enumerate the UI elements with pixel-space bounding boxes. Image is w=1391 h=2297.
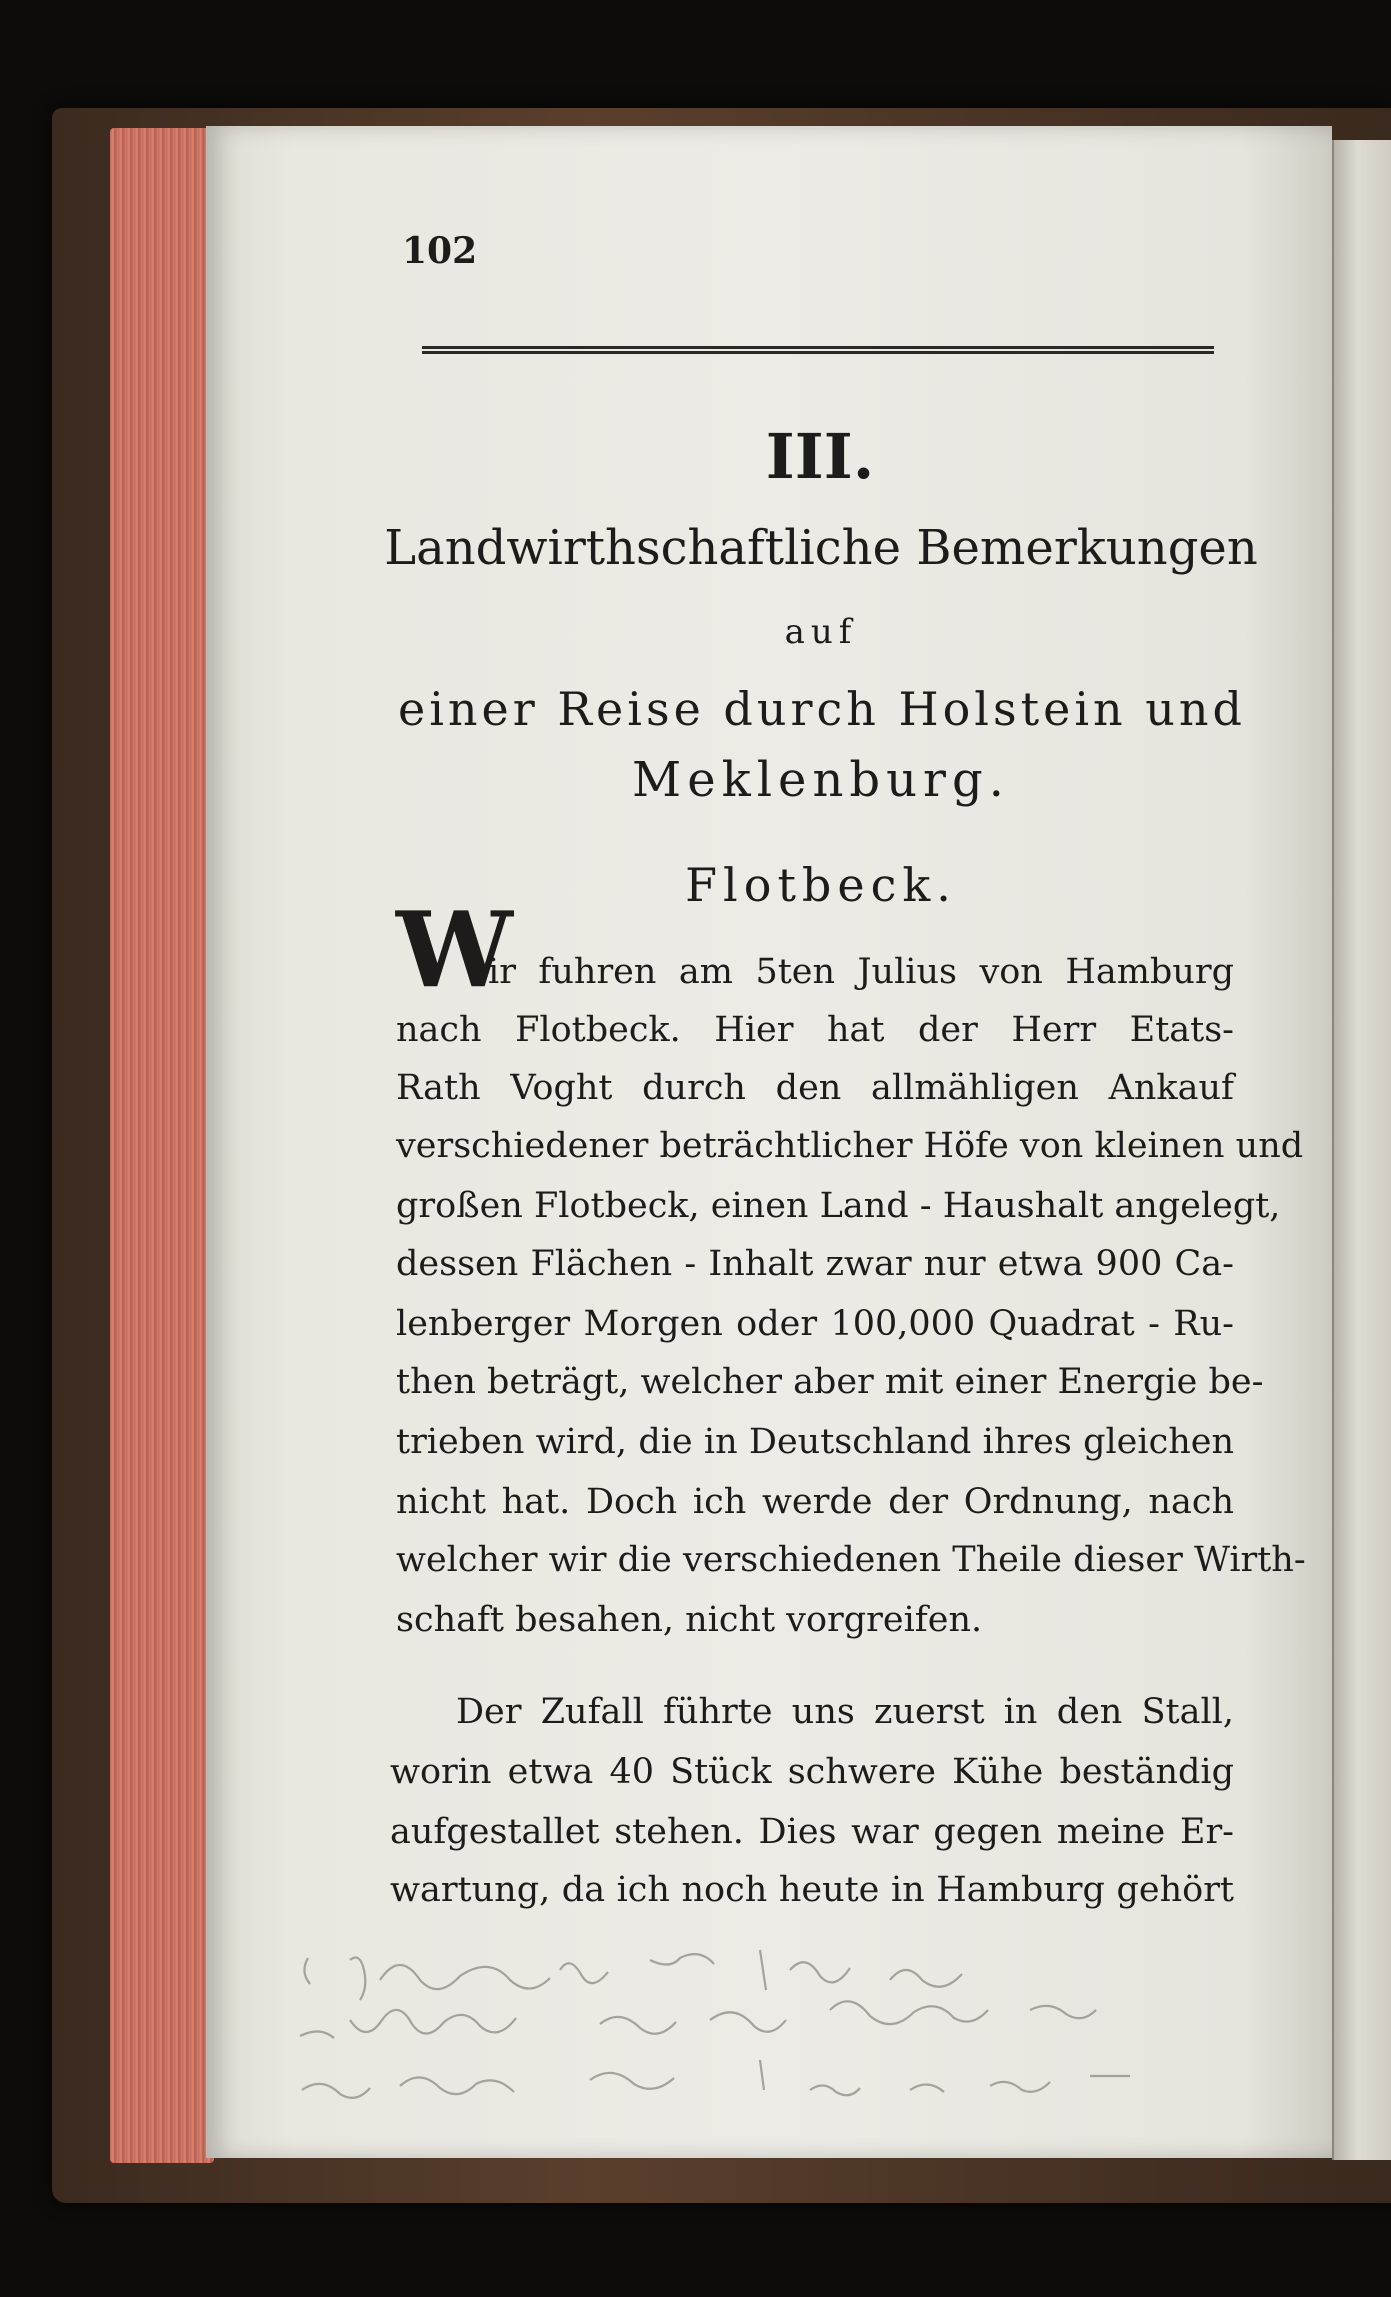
text-line: ir fuhren am 5ten Julius von Hamburg <box>488 952 1234 992</box>
text-line: Rath Voght durch den allmähligen Ankauf <box>396 1068 1234 1108</box>
text-line: verschiedener beträchtlicher Höfe von kleinen und <box>396 1126 1304 1166</box>
text-line: Der Zufall führte uns zuerst in den Stall, <box>456 1692 1234 1732</box>
header-rule <box>422 344 1214 356</box>
text-line: then beträgt, welcher aber mit einer Energie be- <box>396 1362 1264 1402</box>
text-line: nach Flotbeck. Hier hat der Herr Etats- <box>396 1010 1234 1050</box>
chapter-title-line-1: Landwirthschaftliche Bemerkungen <box>384 520 1258 576</box>
text-line: wartung, da ich noch heute in Hamburg gehört <box>390 1870 1234 1910</box>
text-line: lenberger Morgen oder 100,000 Quadrat - Ru- <box>396 1304 1234 1344</box>
text-line: nicht hat. Doch ich werde der Ordnung, nach <box>396 1482 1234 1522</box>
text-line: schaft besahen, nicht vorgreifen. <box>396 1600 983 1640</box>
chapter-number: III. <box>765 420 875 493</box>
text-line: welcher wir die verschiedenen Theile dieser Wirth- <box>396 1540 1306 1580</box>
page-number: 102 <box>402 230 478 272</box>
drop-cap: W <box>396 888 513 1011</box>
chapter-title-line-4: Meklenburg. <box>632 752 1010 808</box>
chapter-title-line-3: einer Reise durch Holstein und <box>398 682 1246 736</box>
chapter-title-line-2: auf <box>784 612 858 652</box>
text-line: großen Flotbeck, einen Land - Haushalt angelegt, <box>396 1186 1281 1226</box>
section-heading: Flotbeck. <box>685 858 957 912</box>
text-line: trieben wird, die in Deutschland ihres gleichen <box>396 1422 1234 1462</box>
pencil-annotations <box>290 1940 1250 2120</box>
text-line: dessen Flächen - Inhalt zwar nur etwa 900 Ca- <box>396 1244 1234 1284</box>
text-line: worin etwa 40 Stück schwere Kühe beständig <box>390 1752 1234 1792</box>
text-line: aufgestallet stehen. Dies war gegen meine Er- <box>390 1812 1234 1852</box>
